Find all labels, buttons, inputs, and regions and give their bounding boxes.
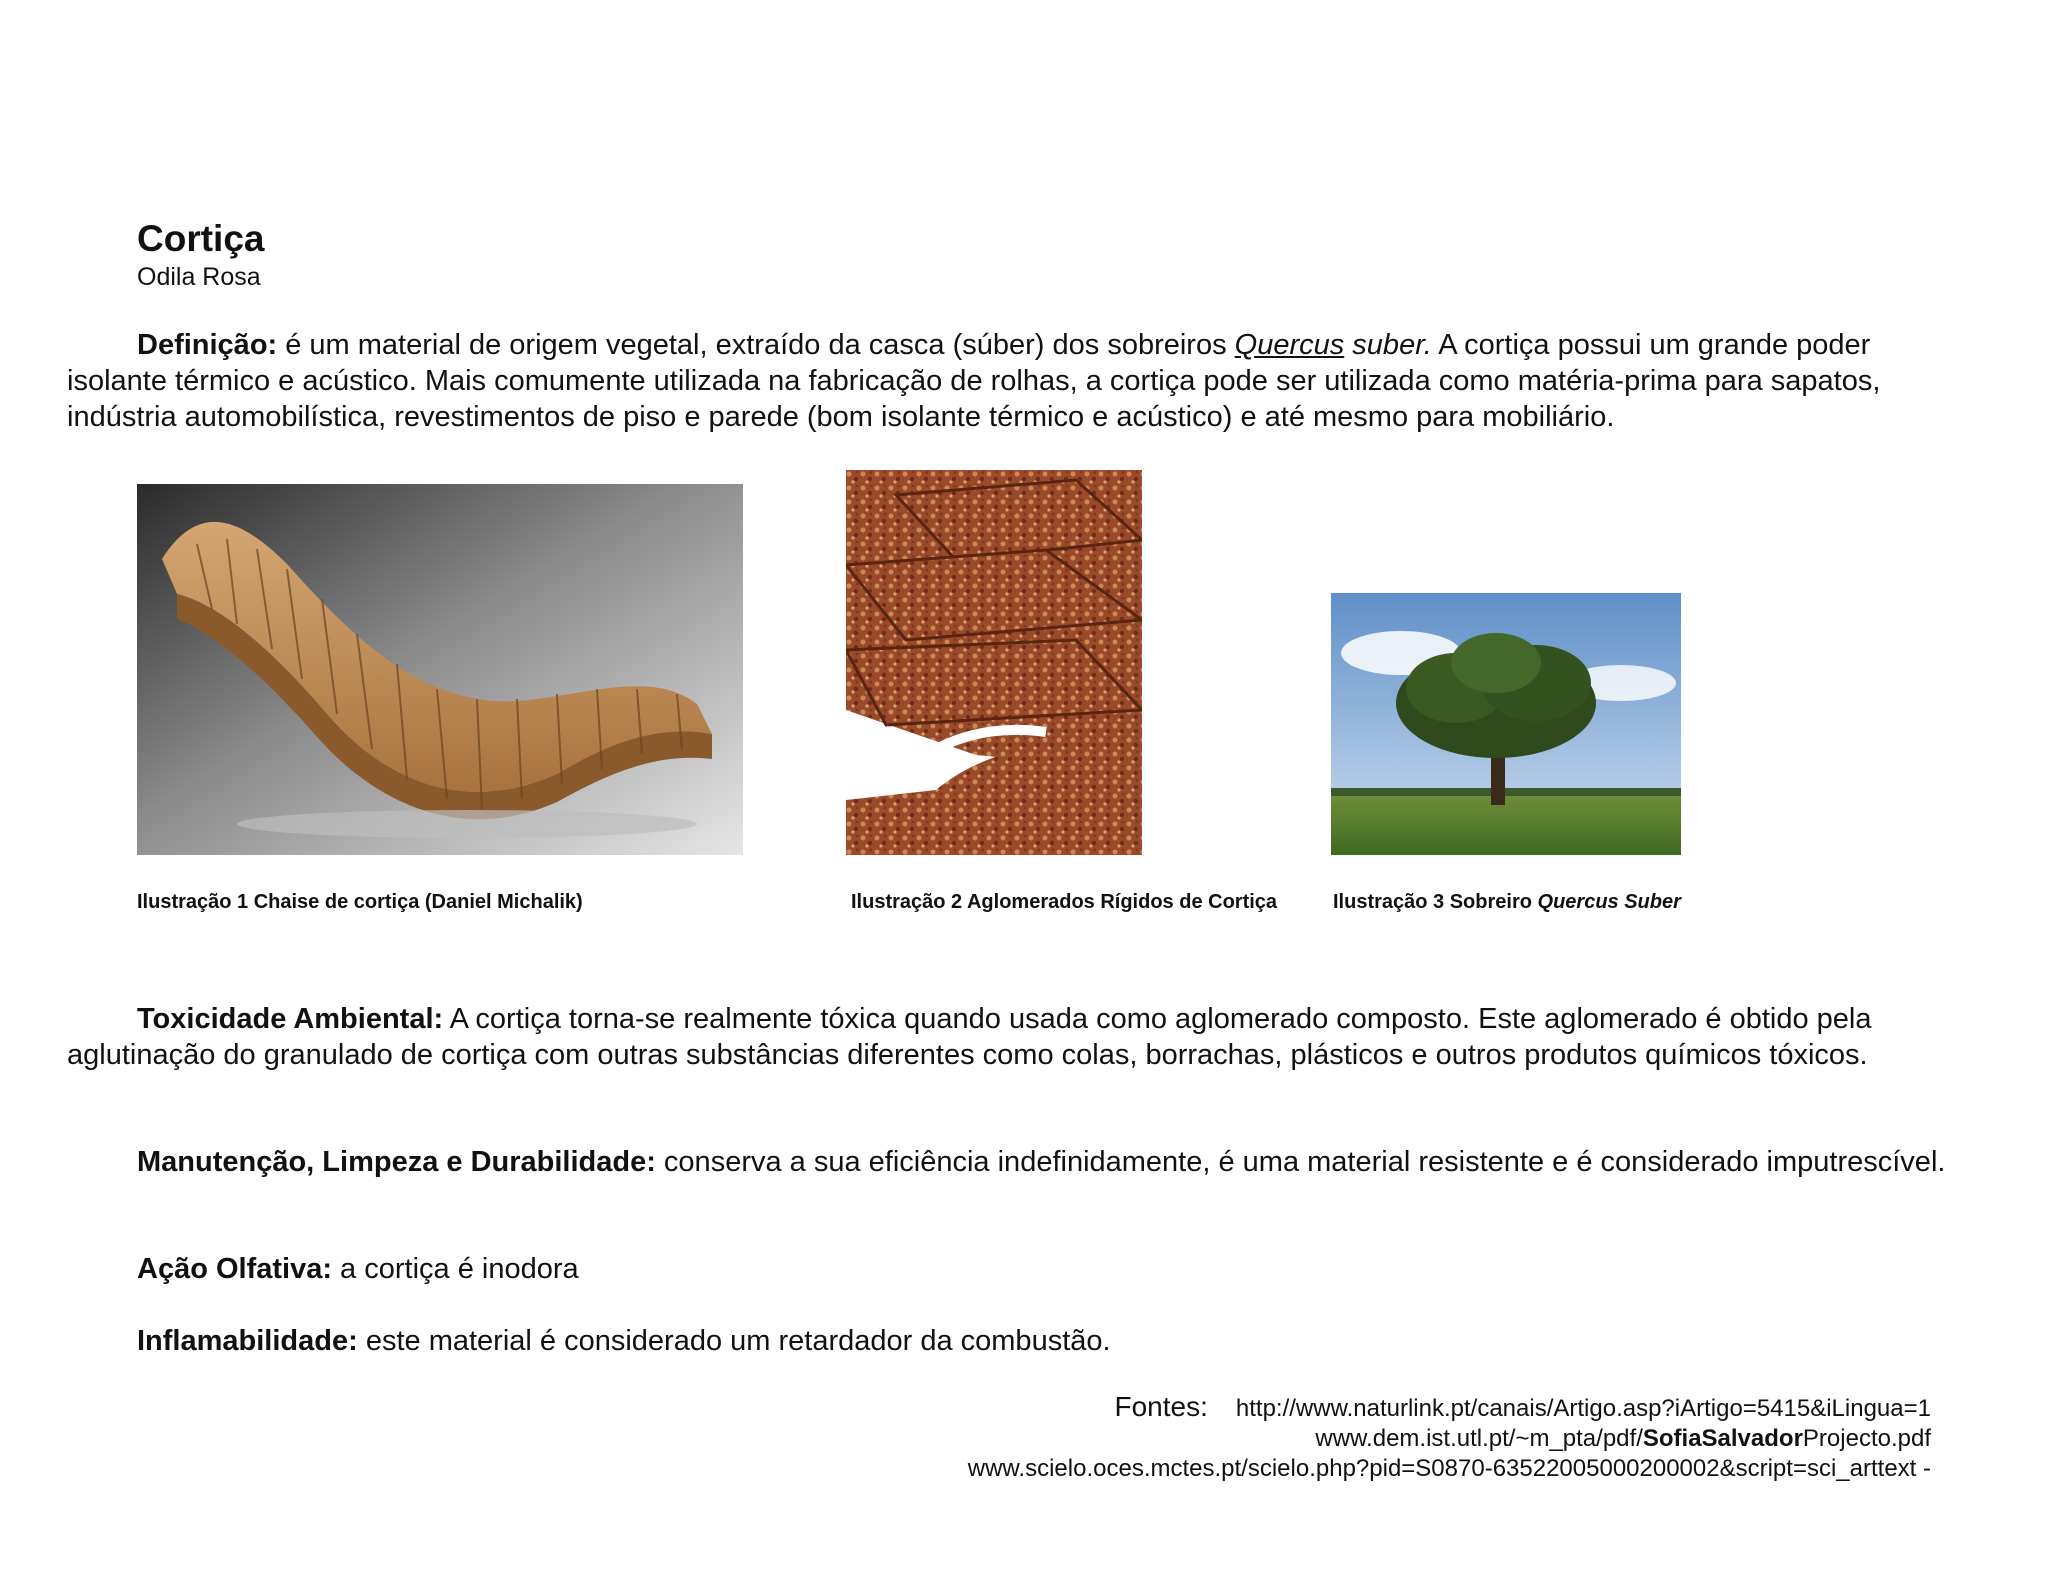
- olfactory-label: Ação Olfativa:: [137, 1253, 332, 1285]
- source-link-3[interactable]: www.scielo.oces.mctes.pt/scielo.php?pid=S0870-63522005000200002&script=sci_arttext -: [967, 1455, 1931, 1482]
- figure-1-caption: Ilustração 1 Chaise de cortiça (Daniel Michalik): [137, 891, 583, 913]
- definition-paragraph: [67, 327, 1967, 435]
- page-title: Cortiça: [137, 218, 265, 259]
- cork-oak-tree-image: [1331, 593, 1681, 855]
- maintenance-text: conserva a sua eficiência indefinidamente, é uma material resistente e é considerado imputrescível.: [655, 1146, 1946, 1178]
- olfactory-text: a cortiça é inodora: [332, 1253, 579, 1285]
- cork-boards-image: [846, 470, 1142, 855]
- figure-3-species: Quercus Suber: [1537, 891, 1681, 913]
- source-link-2[interactable]: www.dem.ist.utl.pt/~m_pta/pdf/SofiaSalvadorProjecto.pdf: [1315, 1425, 1931, 1452]
- flammability-label: Inflamabilidade:: [137, 1325, 358, 1357]
- olfactory-paragraph: [137, 1251, 579, 1287]
- figure-3-caption: Ilustração 3 Sobreiro Quercus Suber: [1333, 891, 1681, 913]
- definition-text-b: A cortiça possui um grande poder isolante térmico e acústico. Mais comumente utilizada na fabricação de rolhas, a cortiça pode ser utilizada como matéria-prima para sapatos, indústria automobilística, revestimentos de piso e parede (bom isolante térmico e acústico) e até mesmo para mobiliário.: [67, 329, 1881, 433]
- toxicity-label: Toxicidade Ambiental:: [137, 1003, 444, 1035]
- flammability-paragraph: [137, 1323, 1111, 1359]
- genus-name: Quercus: [1234, 329, 1345, 361]
- maintenance-label: Manutenção, Limpeza e Durabilidade:: [137, 1146, 656, 1178]
- sources-label: Fontes:: [1114, 1391, 1208, 1422]
- definition-label: Definição:: [137, 329, 278, 361]
- maintenance-paragraph: [67, 1144, 1967, 1180]
- source-link-1[interactable]: http://www.naturlink.pt/canais/Artigo.asp?iArtigo=5415&iLingua=1: [1235, 1395, 1931, 1422]
- sources-line-1: [1115, 1391, 1932, 1423]
- figure-2-caption: Ilustração 2 Aglomerados Rígidos de Cortiça: [851, 891, 1278, 913]
- chaise-longue-image: [137, 484, 743, 855]
- species-name: suber.: [1344, 329, 1432, 361]
- toxicity-text: A cortiça torna-se realmente tóxica quando usada como aglomerado composto. Este aglomerado é obtido pela aglutinação do granulado de cortiça com outras substâncias diferentes como colas, borrachas, plásticos e outros produtos químicos tóxicos.: [67, 1003, 1872, 1071]
- author-name: Odila Rosa: [137, 263, 261, 291]
- toxicity-paragraph: [67, 1001, 1967, 1073]
- definition-text-a: é um material de origem vegetal, extraído da casca (súber) dos sobreiros: [277, 329, 1235, 361]
- flammability-text: este material é considerado um retardador da combustão.: [357, 1325, 1111, 1357]
